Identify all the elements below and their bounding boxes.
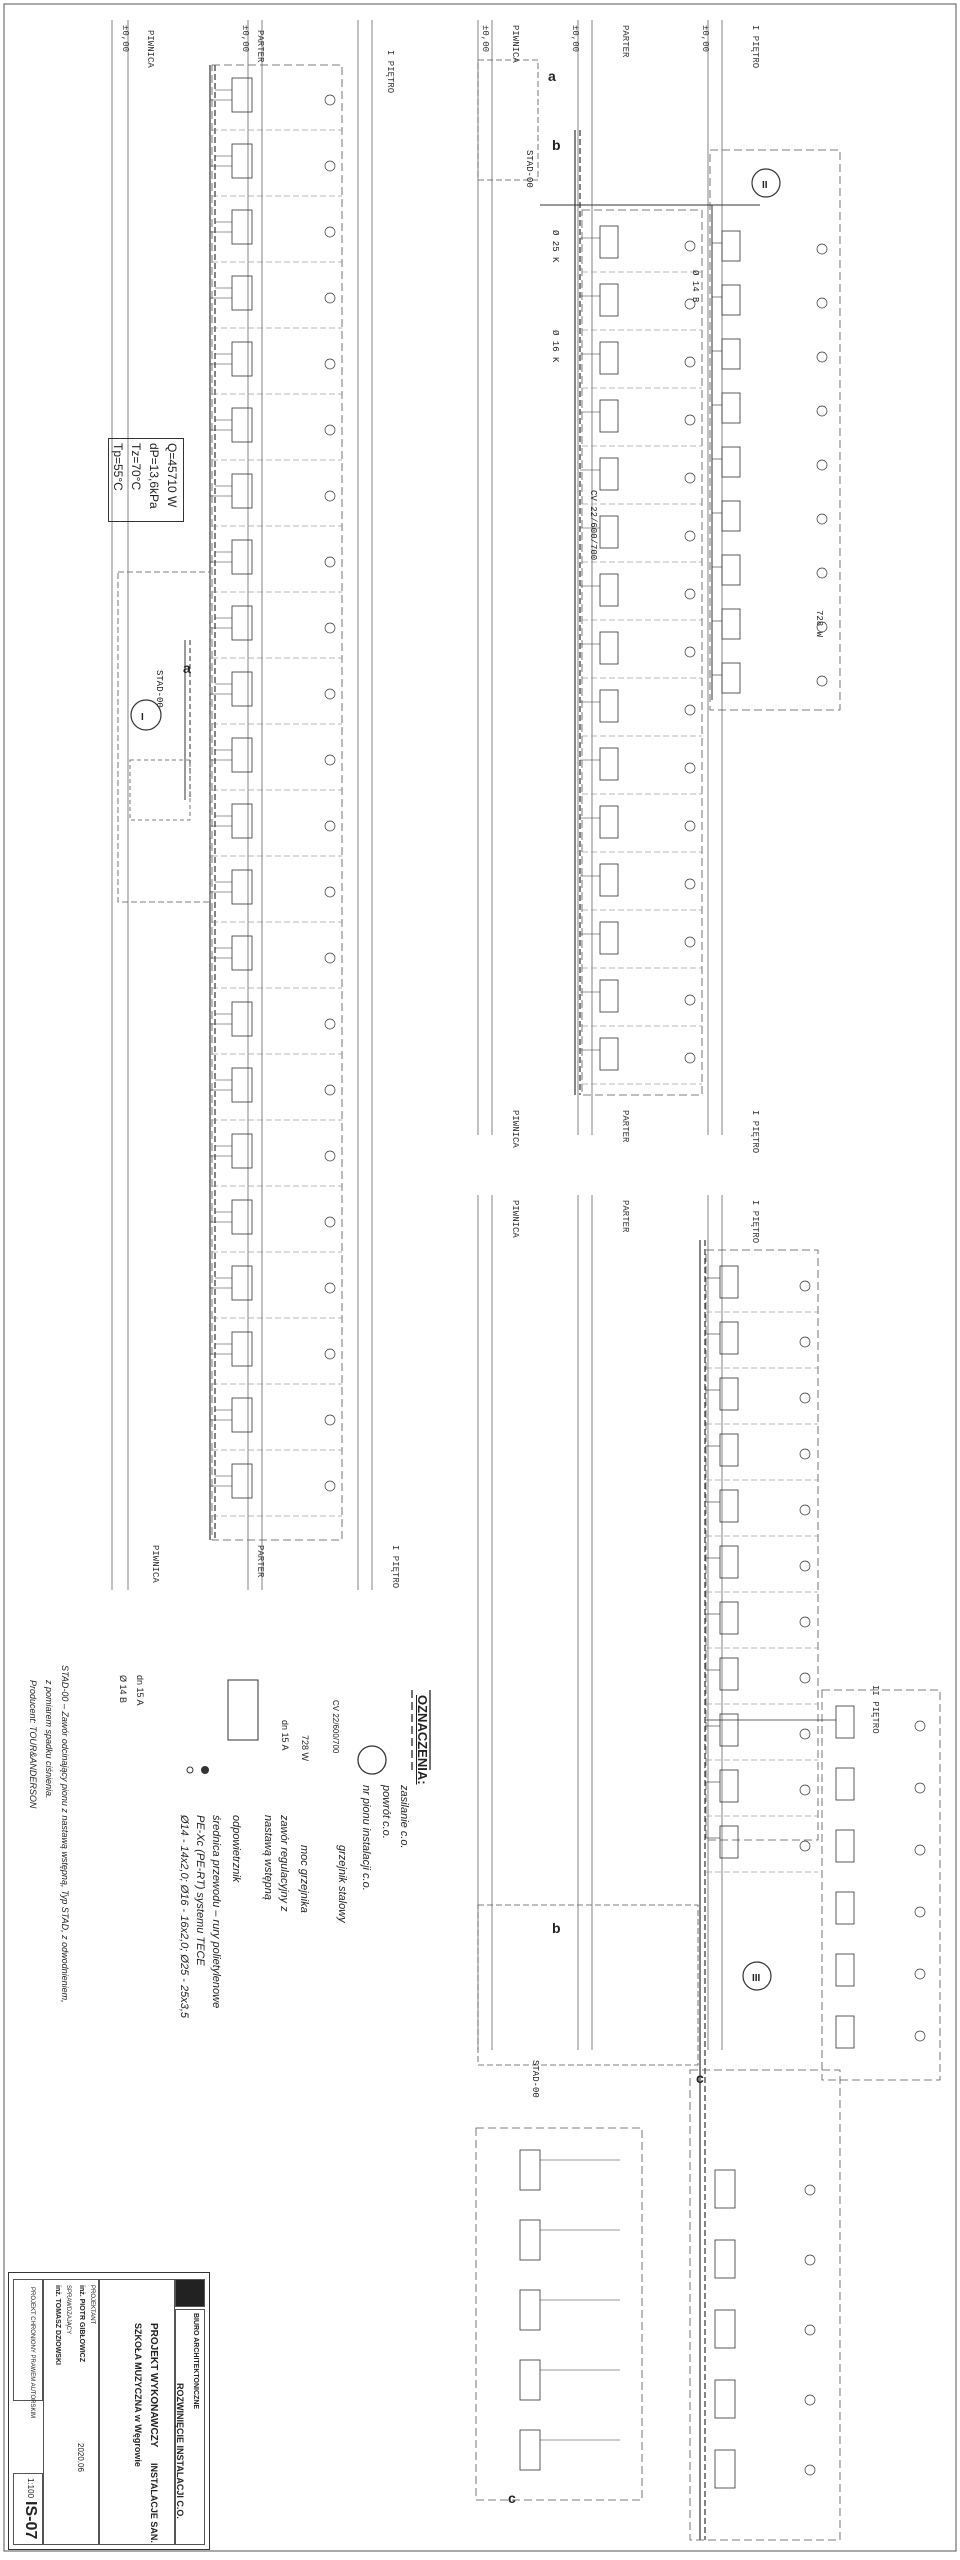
level-mark: ±0,00 <box>570 25 580 53</box>
radiator-power-marker <box>800 1505 810 1515</box>
radiator <box>722 663 740 693</box>
valve-label: STAD-00 <box>530 2060 540 2098</box>
radiator-power-marker <box>915 1721 925 1731</box>
radiator-power-marker <box>800 1617 810 1627</box>
radiator <box>722 501 740 531</box>
stad-note-2: z pomiarem spadku ciśnienia. <box>44 1680 54 1799</box>
radiator <box>720 1658 738 1690</box>
radiator <box>720 1714 738 1746</box>
level-mark: ±0,00 <box>700 25 710 53</box>
radiator-power-marker <box>817 244 827 254</box>
radiator <box>600 574 618 606</box>
floor-label-piwnica: PIWNICA <box>510 1200 520 1238</box>
radiator <box>715 2310 735 2348</box>
radiator <box>722 231 740 261</box>
floor-label-pietro: I PIĘTRO <box>750 1110 760 1154</box>
legend-return: powrót c.o. <box>380 1785 392 1839</box>
stad-note-1: STAD-00 – Zawór odcinający pionu z nastawą wstępną, Typ STAD, z odwodnieniem, <box>60 1665 70 2003</box>
branch-letter: b <box>552 137 561 153</box>
floor-label-parter: PARTER <box>255 1545 265 1578</box>
radiator-power-marker <box>800 1393 810 1403</box>
logo-cell <box>175 2279 205 2307</box>
legend-supply: zasilanie c.o. <box>398 1785 410 1849</box>
drawing-number: IS-07 <box>22 2501 39 2540</box>
valve-label: STAD-00 <box>154 670 164 708</box>
radiator-power-marker <box>817 676 827 686</box>
legend-pipe-2: PE-Xc (PE-RT) systemu TECE <box>194 1815 206 1966</box>
project-title: SZKOŁA MUZYCZNA w Węgrowie <box>133 2323 143 2467</box>
riser-number: I <box>141 712 144 723</box>
radiator <box>720 1490 738 1522</box>
floor-label-pietro: I PIĘTRO <box>750 25 760 69</box>
zone-outline <box>212 65 342 1540</box>
radiator <box>600 1038 618 1070</box>
radiator-power-marker <box>915 1907 925 1917</box>
designer: inż. PIOTR GIBŁOWICZ <box>78 2285 85 2362</box>
riser-number: II <box>762 180 768 191</box>
floor-label-parter: PARTER <box>255 30 265 63</box>
radiator <box>232 1200 252 1234</box>
radiator <box>232 1332 252 1366</box>
valve-label: STAD-00 <box>524 150 534 188</box>
legend-valve-symbol <box>201 1766 209 1774</box>
scale: 1:100 <box>26 2478 35 2499</box>
radiator <box>600 284 618 316</box>
radiator <box>600 922 618 954</box>
radiator-power-marker <box>817 514 827 524</box>
legend-dn-sample: dn 15 A <box>280 1720 290 1751</box>
radiator-power-marker <box>325 425 335 435</box>
floor-label-piwnica: PIWNICA <box>150 1545 160 1583</box>
radiator-power-marker <box>685 473 695 483</box>
radiator <box>720 1266 738 1298</box>
radiator <box>836 2016 854 2048</box>
zone-outline <box>476 2128 642 2500</box>
radiator-power-marker <box>325 623 335 633</box>
radiator <box>720 1826 738 1858</box>
radiator <box>722 339 740 369</box>
radiator <box>715 2240 735 2278</box>
legend-vent: odpowietrznik <box>230 1815 242 1883</box>
radiator <box>232 276 252 310</box>
legend-vent-symbol <box>187 1767 193 1773</box>
radiator <box>232 1002 252 1036</box>
radiator <box>232 210 252 244</box>
radiator-power-marker <box>325 689 335 699</box>
radiator <box>722 555 740 585</box>
copyright-cell <box>13 2279 43 2401</box>
radiator <box>720 1378 738 1410</box>
radiator-power-marker <box>800 1281 810 1291</box>
level-mark: ±0,00 <box>480 25 490 53</box>
radiator-power-marker <box>817 298 827 308</box>
legend-radiator: grzejnik stalowy <box>336 1845 348 1923</box>
riser-zone <box>118 572 210 902</box>
radiator <box>600 458 618 490</box>
radiator-power-marker <box>685 995 695 1005</box>
radiator <box>520 2430 540 2470</box>
param-tz: Tz=70°C <box>129 443 143 491</box>
radiator-power-marker <box>325 821 335 831</box>
radiator <box>720 1602 738 1634</box>
param-q: Q=45710 W <box>165 443 179 508</box>
radiator-power-marker <box>800 1337 810 1347</box>
branch-letter: a <box>183 660 191 676</box>
radiator <box>232 1266 252 1300</box>
pipe-label: Ø 14 B <box>690 270 700 303</box>
radiator-power-marker <box>325 1415 335 1425</box>
radiator-power-marker <box>805 2395 815 2405</box>
radiator-power-marker <box>685 531 695 541</box>
radiator <box>232 1464 252 1498</box>
radiator-power-marker <box>915 2031 925 2041</box>
floor-label-parter: PARTER <box>620 25 630 58</box>
legend-pipe-1: średnica przewodu – rury polietylenowe <box>210 1815 222 2009</box>
radiator <box>720 1770 738 1802</box>
branch-letter: a <box>548 68 556 84</box>
radiator <box>600 864 618 896</box>
zone-outline <box>690 2070 840 2540</box>
riser-zone <box>478 1905 698 2065</box>
floor-label-piwnica: PIWNICA <box>510 25 520 63</box>
designer-role: PROJEKTANT <box>89 2285 95 2325</box>
radiator <box>520 2220 540 2260</box>
radiator-power-marker <box>817 406 827 416</box>
radiator-power: 728 W <box>814 610 824 638</box>
radiator <box>232 342 252 376</box>
radiator <box>720 1322 738 1354</box>
radiator <box>600 806 618 838</box>
design-parameters-box <box>108 438 184 522</box>
floor-label-piwnica: PIWNICA <box>510 1110 520 1148</box>
radiator <box>715 2380 735 2418</box>
level-mark: ±0,00 <box>120 25 130 53</box>
floor-label-piwnica: PIWNICA <box>145 30 155 68</box>
legend-valve-2: nastawą wstępną <box>262 1815 274 1900</box>
radiator-power-marker <box>325 1349 335 1359</box>
legend-radiator-symbol <box>228 1680 258 1740</box>
radiator-power-marker <box>325 293 335 303</box>
firm-name: BIURO ARCHITEKTONICZNE <box>192 2313 199 2410</box>
radiator <box>715 2170 735 2208</box>
radiator-power-marker <box>325 557 335 567</box>
radiator-power-marker <box>800 1673 810 1683</box>
radiator-power-marker <box>325 95 335 105</box>
radiator <box>520 2290 540 2330</box>
radiator <box>600 226 618 258</box>
radiator <box>232 408 252 442</box>
legend-valve: zawór regulacyjny z <box>278 1815 290 1912</box>
radiator-power-marker <box>817 352 827 362</box>
legend-riser-no: nr pionu instalacji c.o. <box>360 1785 372 1891</box>
radiator-power-marker <box>800 1841 810 1851</box>
radiator <box>232 672 252 706</box>
radiator-power-marker <box>685 763 695 773</box>
radiator <box>232 474 252 508</box>
radiator-power-marker <box>685 357 695 367</box>
floor-label-parter: PARTER <box>620 1110 630 1143</box>
radiator-power-marker <box>325 1019 335 1029</box>
radiator <box>600 748 618 780</box>
floor-label-pietro: I PIĘTRO <box>390 1545 400 1589</box>
radiator <box>232 1068 252 1102</box>
radiator <box>600 980 618 1012</box>
radiator <box>722 609 740 639</box>
radiator <box>720 1434 738 1466</box>
radiator <box>232 540 252 574</box>
radiator <box>836 1830 854 1862</box>
legend-riser-symbol <box>358 1746 386 1774</box>
checker-role: SPRAWDZAJĄCY <box>65 2285 71 2335</box>
legend-sample-radiator: CV 22/600/700 <box>331 1700 340 1754</box>
radiator <box>836 1954 854 1986</box>
radiator-power-marker <box>685 415 695 425</box>
radiator-power-marker <box>685 241 695 251</box>
radiator-power-marker <box>325 953 335 963</box>
radiator-power-marker <box>325 1151 335 1161</box>
floor-label-parter: PARTER <box>620 1200 630 1233</box>
radiator <box>836 1892 854 1924</box>
radiator <box>836 1706 854 1738</box>
radiator-power-marker <box>325 1085 335 1095</box>
drawing-title: ROZWINIĘCIE INSTALACJI C.O. <box>175 2383 185 2519</box>
radiator <box>232 870 252 904</box>
radiator-power-marker <box>685 937 695 947</box>
branch-letter: c <box>696 2070 704 2086</box>
legend-pipe-3: Ø14 - 14x2,0; Ø16 - 16x2,0; Ø25 - 25x3,5 <box>178 1815 190 2019</box>
level-mark: ±0,00 <box>240 25 250 53</box>
radiator <box>232 738 252 772</box>
radiator-power-marker <box>325 491 335 501</box>
radiator <box>600 342 618 374</box>
copyright: PROJEKT CHRONIONY PRAWEM AUTORSKIM <box>29 2287 35 2419</box>
radiator <box>520 2150 540 2190</box>
radiator-power-marker <box>805 2465 815 2475</box>
radiator-power-marker <box>817 568 827 578</box>
radiator-power-marker <box>805 2325 815 2335</box>
radiator-power-marker <box>685 821 695 831</box>
radiator <box>600 632 618 664</box>
radiator <box>232 606 252 640</box>
radiator <box>232 804 252 838</box>
radiator-power-marker <box>800 1561 810 1571</box>
radiator <box>722 447 740 477</box>
radiator-power-marker <box>325 359 335 369</box>
riser-number: III <box>752 1973 761 1984</box>
radiator-power-marker <box>915 1969 925 1979</box>
radiator-power-marker <box>685 705 695 715</box>
radiator <box>232 1398 252 1432</box>
radiator-power-marker <box>915 1845 925 1855</box>
radiator-model: CV 22/600/700 <box>588 490 598 561</box>
title-block <box>8 2272 210 2550</box>
radiator-power-marker <box>325 887 335 897</box>
radiator <box>715 2450 735 2488</box>
pipe-label: Ø 25 K <box>550 230 560 263</box>
radiator <box>600 400 618 432</box>
riser-detail <box>130 760 190 820</box>
radiator <box>232 144 252 178</box>
radiator <box>520 2360 540 2400</box>
radiator-power-marker <box>325 1481 335 1491</box>
stage: PROJEKT WYKONAWCZY <box>148 2323 159 2448</box>
branch: INSTALACJE SAN. <box>149 2463 159 2543</box>
sheet-frame <box>4 4 956 2551</box>
date: 2020.06 <box>76 2443 85 2472</box>
radiator-power-marker <box>805 2185 815 2195</box>
radiator-power-marker <box>325 227 335 237</box>
radiator <box>232 78 252 112</box>
param-dp: dP=13,6kPa <box>147 443 161 509</box>
radiator-power-marker <box>325 755 335 765</box>
legend-title: OZNACZENIA: <box>415 1695 430 1785</box>
radiator-power-marker <box>325 161 335 171</box>
radiator-power-marker <box>325 1283 335 1293</box>
legend-dn-sample-2: dn 15 A <box>135 1675 145 1706</box>
radiator-power-marker <box>805 2255 815 2265</box>
radiator-power-marker <box>800 1785 810 1795</box>
radiator-power-marker <box>685 589 695 599</box>
param-tp: Tp=55°C <box>111 443 125 491</box>
radiator-power-marker <box>685 879 695 889</box>
radiator <box>722 285 740 315</box>
radiator <box>232 1134 252 1168</box>
pipe-label: Ø 16 K <box>550 330 560 363</box>
radiator <box>232 936 252 970</box>
branch-letter: c <box>508 2490 516 2506</box>
radiator-power-marker <box>685 647 695 657</box>
radiator-power-marker <box>800 1729 810 1739</box>
floor-label-pietro2: II PIĘTRO <box>870 1685 880 1734</box>
radiator <box>722 393 740 423</box>
checker: inż. TOMASZ DZIOWSKI <box>54 2285 61 2365</box>
radiator <box>600 516 618 548</box>
radiator-power-marker <box>817 460 827 470</box>
radiator-power-marker <box>685 1053 695 1063</box>
radiator <box>720 1546 738 1578</box>
radiator <box>836 1768 854 1800</box>
radiator-power-marker <box>800 1449 810 1459</box>
zone-outline <box>822 1690 940 2080</box>
radiator <box>600 690 618 722</box>
legend-pipe-sample: Ø 14 B <box>118 1675 128 1704</box>
floor-label-pietro: I PIĘTRO <box>750 1200 760 1244</box>
legend-sample-power: 728 W <box>300 1735 310 1762</box>
branch-letter: b <box>552 1920 561 1936</box>
floor-label-pietro: I PIĘTRO <box>385 50 395 94</box>
stad-note-3: Producent: TOUR&ANDERSON <box>28 1680 38 1809</box>
legend-power: moc grzejnika <box>298 1845 310 1913</box>
radiator-power-marker <box>325 1217 335 1227</box>
radiator-power-marker <box>915 1783 925 1793</box>
